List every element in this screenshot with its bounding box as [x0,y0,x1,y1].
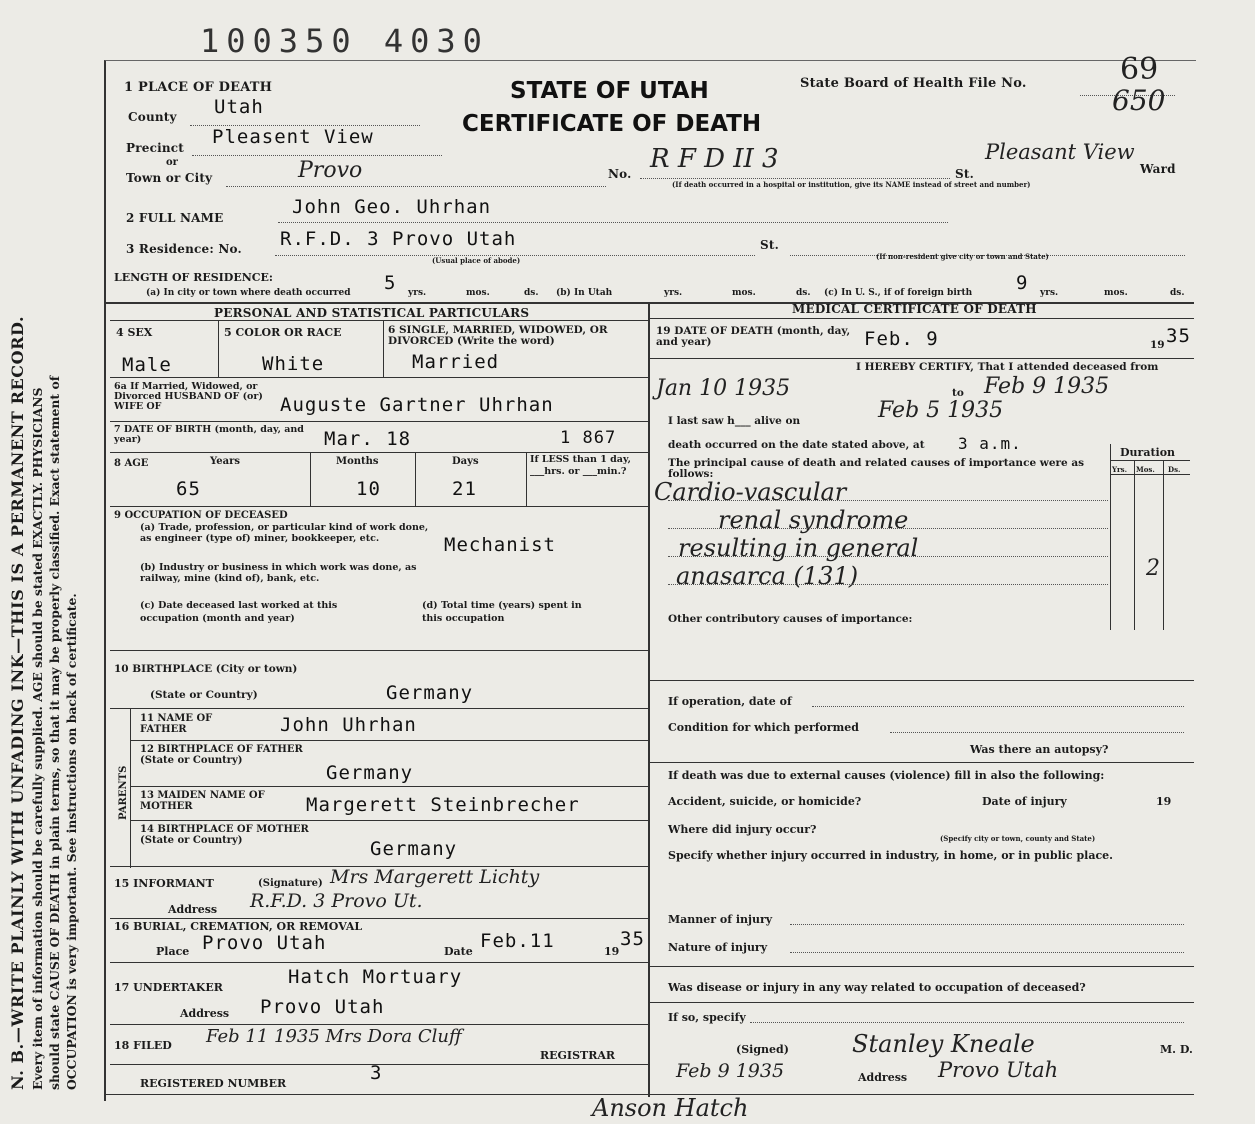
operation-label: If operation, date of [668,695,792,708]
utah-mos-label: mos. [732,288,756,298]
mos-label: mos. [466,288,490,298]
duration-value: 2 [1146,556,1160,581]
us-mos-label: mos. [1104,288,1128,298]
place-of-death-label: 1 PLACE OF DEATH [124,80,273,95]
us-ds-label: ds. [1170,288,1185,298]
burial-date-value: Feb.11 [480,930,555,952]
length-us-label: (c) In U. S., if of foreign birth [824,288,973,298]
sign-address-label: Address [858,1071,908,1084]
cause-line-2: renal syndrome [718,506,909,534]
bottom-handwriting: Anson Hatch [592,1094,749,1122]
occupation-d-label: (d) Total time (years) spent in this occupation [422,600,582,624]
sign-date: Feb 9 1935 [676,1060,785,1082]
duration-label: Duration [1120,446,1176,459]
sex-value: Male [122,354,172,376]
precinct-label: Precinct [126,141,185,155]
registered-number-label: REGISTERED NUMBER [140,1077,287,1090]
file-number-label: State Board of Health File No. [800,76,1027,91]
father-label: 11 NAME OF FATHER [140,713,213,735]
marital-label: 6 SINGLE, MARRIED, WIDOWED, OR DIVORCED (Write the word) [388,324,608,347]
signed-label: (Signed) [736,1043,789,1056]
sidebar-line-3: should state CAUSE OF DEATH in plain terms, so that it may be properly classified. Exact statement of [47,375,62,1090]
street-value: Pleasant View [985,140,1135,164]
marital-value: Married [412,351,500,373]
sidebar-line-4: OCCUPATION is very important. See instructions on back of certificate. [64,593,79,1090]
town-label: Town or City [126,171,213,185]
undertaker-value: Hatch Mortuary [288,966,463,988]
utah-ds-label: ds. [796,288,811,298]
yrs-label: yrs. [408,288,427,298]
condition-label: Condition for which performed [668,721,859,734]
if-so-label: If so, specify [668,1011,746,1024]
manner-label: Manner of injury [668,913,773,926]
death-time: 3 a.m. [958,434,1022,453]
physician-signature: Stanley Kneale [852,1030,1035,1058]
age-years-value: 65 [176,478,201,500]
us-yrs-label: yrs. [1040,288,1059,298]
specify-label: Specify whether injury occurred in industry, in home, or in public place. [668,849,1113,862]
filed-value: Feb 11 1935 Mrs Dora Cluff [206,1026,462,1047]
dob-value: Mar. 18 [324,428,412,450]
md-label: M. D. [1160,1043,1193,1056]
dod-year-value: 35 [1166,325,1191,347]
file-number: 69 [1120,52,1159,87]
birthplace-value: Germany [386,682,474,704]
residence-st-label: St. [760,238,779,252]
informant-address-label: Address [168,903,218,916]
length-label: LENGTH OF RESIDENCE: [114,271,273,284]
sidebar-instructions [8,316,81,1090]
personal-header: PERSONAL AND STATISTICAL PARTICULARS [214,306,530,320]
father-birthplace-label: 12 BIRTHPLACE OF FATHER (State or Country) [140,744,303,766]
number-label: No. [608,167,632,181]
cause-label: The principal cause of death and related causes of importance were as follows: [668,457,1085,480]
burial-date-label: Date [444,945,473,958]
months-label: Months [336,456,379,467]
contributory-label: Other contributory causes of importance: [668,613,913,625]
mother-value: Margerett Steinbrecher [306,794,580,816]
sex-label: 4 SEX [116,326,153,339]
registered-number-value: 3 [370,1062,383,1084]
informant-signature: Mrs Margerett Lichty [330,866,540,888]
dob-year: 1 867 [560,428,617,448]
spouse-value: Auguste Gartner Uhrhan [280,394,554,416]
occupation-c-label: (c) Date deceased last worked at this occupation (month and year) [140,600,338,624]
attend-to: Feb 9 1935 [984,374,1110,399]
spouse-label: 6a If Married, Widowed, or Divorced HUSBAND OF (or) WIFE OF [114,381,263,412]
or-label: or [166,157,178,168]
nonresident-note: (If non-resident give city or town and State) [876,252,1049,261]
sidebar-line-1: N. B.—WRITE PLAINLY WITH UNFADING INK—THIS IS A PERMANENT RECORD. [8,315,27,1090]
occupation-b-label: (b) Industry or business in which work was done, as railway, mine (kind of), bank, etc. [140,562,417,584]
accident-label: Accident, suicide, or homicide? [668,795,862,808]
injury-year-prefix: 19 [1156,795,1172,808]
father-value: John Uhrhan [280,714,417,736]
informant-address: R.F.D. 3 Provo Ut. [250,890,423,912]
mother-label: 13 MAIDEN NAME OF MOTHER [140,790,265,812]
serial-number: 100350 4030 [200,22,489,60]
undertaker-address-value: Provo Utah [260,996,385,1018]
dod-value: Feb. 9 [864,328,939,350]
autopsy-label: Was there an autopsy? [970,743,1109,756]
age-months-value: 10 [356,478,381,500]
related-label: Was disease or injury in any way related to occupation of deceased? [668,981,1086,994]
duration-ds-col: Ds. [1168,465,1181,474]
color-value: White [262,353,325,375]
medical-header: MEDICAL CERTIFICATE OF DEATH [792,302,1037,316]
signature-label: (Signature) [258,878,323,889]
street-label: St. [955,167,974,181]
external-causes-label: If death was due to external causes (violence) fill in also the following: [668,769,1105,782]
burial-place-label: Place [156,945,190,958]
mother-birthplace-value: Germany [370,838,458,860]
years-label: Years [210,456,241,467]
birthplace-state-label: (State or Country) [150,689,258,701]
burial-year-value: 35 [620,928,645,950]
occupation-label: 9 OCCUPATION OF DECEASED [114,510,288,521]
attend-from: Jan 10 1935 [656,376,791,401]
registrar-label: REGISTRAR [540,1049,616,1062]
dob-label: 7 DATE OF BIRTH (month, day, and year) [114,424,304,445]
burial-year-prefix: 19 [604,945,620,958]
burial-place-value: Provo Utah [202,932,327,954]
dod-label: 19 DATE OF DEATH (month, day, and year) [656,325,851,348]
informant-label: 15 INFORMANT [114,877,214,890]
full-name-label: 2 FULL NAME [126,211,224,225]
county-value: Utah [214,96,264,118]
where-note: (Specify city or town, county and State) [940,834,1096,843]
color-label: 5 COLOR OR RACE [224,326,342,339]
ward-label: Ward [1140,162,1176,176]
burial-label: 16 BURIAL, CREMATION, OR REMOVAL [114,920,363,933]
last-saw-label: I last saw h___ alive on [668,415,801,427]
cause-line-3: resulting in general [678,534,919,562]
sign-address: Provo Utah [938,1058,1059,1082]
filed-label: 18 FILED [114,1039,172,1052]
residence-value: R.F.D. 3 Provo Utah [280,228,517,250]
occupation-a-label: (a) Trade, profession, or particular kind of work done, as engineer (type of) miner, bookkeeper, etc. [140,522,429,544]
dod-year-prefix: 19 [1150,339,1165,351]
cert-title: CERTIFICATE OF DEATH [462,111,762,137]
duration-mos-col: Mos. [1136,465,1155,474]
age-label: 8 AGE [114,458,149,469]
town-value: Provo [298,158,363,183]
less-than-label: If LESS than 1 day, ___hrs. or ___min.? [530,454,631,477]
full-name-value: John Geo. Uhrhan [292,196,492,218]
file-number-2: 650 [1112,84,1166,117]
parents-label: PARENTS [118,765,129,820]
undertaker-address-label: Address [180,1007,230,1020]
nature-label: Nature of injury [668,941,768,954]
number-value: R F D II 3 [650,144,779,174]
certify-label: I HEREBY CERTIFY, That I attended deceased from [856,361,1159,373]
state-title: STATE OF UTAH [510,78,709,104]
occurred-label: death occurred on the date stated above, at [668,439,925,451]
length-city-label: (a) In city or town where death occurred [146,288,351,298]
ds-label: ds. [524,288,539,298]
undertaker-label: 17 UNDERTAKER [114,981,223,994]
cause-line-1: Cardio-vascular [654,478,847,506]
mother-birthplace-label: 14 BIRTHPLACE OF MOTHER (State or Country) [140,824,309,846]
length-city-years: 5 [384,272,397,294]
residence-label: 3 Residence: No. [126,242,242,256]
hospital-note: (If death occurred in a hospital or institution, give its NAME instead of street and number) [672,180,1031,189]
occupation-value: Mechanist [444,534,556,556]
sidebar-line-2: Every item of information should be carefully supplied. AGE should be stated EXACTLY. PHYSICIANS [30,387,45,1090]
injury-date-label: Date of injury [982,795,1067,808]
abode-note: (Usual place of abode) [432,256,521,265]
days-label: Days [452,456,479,467]
length-us-years: 9 [1016,272,1029,294]
duration-yrs-col: Yrs. [1112,465,1128,474]
where-label: Where did injury occur? [668,823,817,836]
to-label: to [952,387,964,399]
cause-line-4: anasarca (131) [676,562,859,590]
birthplace-label: 10 BIRTHPLACE (City or town) [114,663,298,675]
father-birthplace-value: Germany [326,762,414,784]
last-saw-value: Feb 5 1935 [878,398,1004,423]
county-label: County [128,110,177,124]
age-days-value: 21 [452,478,477,500]
utah-yrs-label: yrs. [664,288,683,298]
length-utah-label: (b) In Utah [556,288,613,298]
precinct-value: Pleasent View [212,126,374,148]
